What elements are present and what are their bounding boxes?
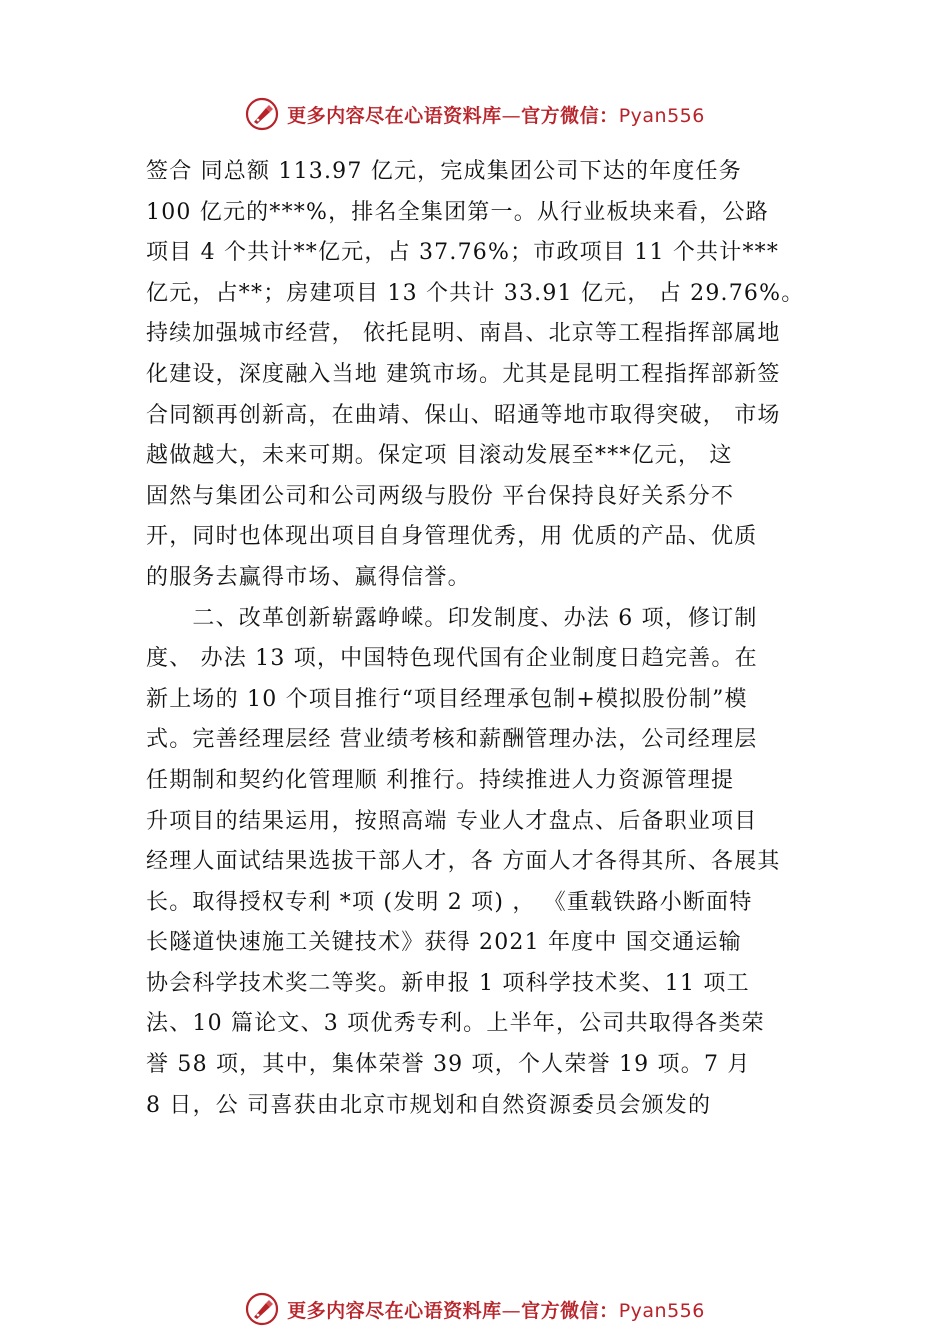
text-line: 任期制和契约化管理顺 利推行。持续推进人力资源管理提 bbox=[146, 767, 735, 793]
text-line: 越做越大，未来可期。保定项 目滚动发展至***亿元， 这 bbox=[146, 443, 733, 469]
text-line: 法、10 篇论文、3 项优秀专利。上半年，公司共取得各类荣 bbox=[146, 1011, 765, 1037]
document-body bbox=[146, 152, 816, 1126]
text-line: 固然与集团公司和公司两级与股份 平台保持良好关系分不 bbox=[146, 483, 735, 509]
header-banner bbox=[0, 94, 950, 134]
text-line: 合同额再创新高，在曲靖、保山、昭通等地市取得突破， 市场 bbox=[146, 402, 781, 428]
text-line: 开，同时也体现出项目自身管理优秀，用 优质的产品、优质 bbox=[146, 524, 758, 550]
pen-nib-logo-icon bbox=[245, 97, 279, 131]
banner-wechat-id: Pyan556 bbox=[618, 104, 705, 127]
banner-title: 更多内容尽在心语资料库 bbox=[287, 104, 502, 127]
banner-text bbox=[287, 101, 705, 128]
text-line: 经理人面试结果选拔干部人才，各 方面人才各得其所、各展其 bbox=[146, 849, 781, 875]
pen-nib-logo-icon bbox=[245, 1292, 279, 1326]
text-line: 100 亿元的***%，排名全集团第一。从行业板块来看，公路 bbox=[146, 199, 769, 225]
text-line: 升项目的结果运用，按照高端 专业人才盘点、后备职业项目 bbox=[146, 808, 758, 834]
banner-wechat-id: Pyan556 bbox=[618, 1299, 705, 1322]
text-line: 新上场的 10 个项目推行“项目经理承包制+模拟股份制”模 bbox=[146, 686, 748, 712]
banner-official-label: 官方微信： bbox=[521, 1299, 619, 1322]
text-line: 二、改革创新崭露峥嵘。印发制度、办法 6 项，修订制 bbox=[146, 605, 758, 631]
text-line: 长。取得授权专利 *项 (发明 2 项) ， 《重载铁路小断面特 bbox=[146, 889, 753, 915]
text-line: 亿元，占**；房建项目 13 个共计 33.91 亿元， 占 29.76%。 bbox=[146, 280, 805, 306]
text-line: 的服务去赢得市场、赢得信誉。 bbox=[146, 564, 471, 590]
text-line: 长隧道快速施工关键技术》获得 2021 年度中 国交通运输 bbox=[146, 930, 742, 956]
footer-banner bbox=[0, 1289, 950, 1329]
banner-title: 更多内容尽在心语资料库 bbox=[287, 1299, 502, 1322]
banner-separator: — bbox=[501, 1299, 522, 1322]
text-line: 项目 4 个共计**亿元，占 37.76%；市政项目 11 个共计*** bbox=[146, 240, 780, 266]
text-line: 持续加强城市经营， 依托昆明、南昌、北京等工程指挥部属地 bbox=[146, 321, 781, 347]
text-line: 化建设，深度融入当地 建筑市场。尤其是昆明工程指挥部新签 bbox=[146, 361, 781, 387]
text-line: 度、 办法 13 项，中国特色现代国有企业制度日趋完善。在 bbox=[146, 646, 758, 672]
banner-official-label: 官方微信： bbox=[521, 104, 619, 127]
text-line: 签合 同总额 113.97 亿元，完成集团公司下达的年度任务 bbox=[146, 159, 742, 184]
text-line: 8 日，公 司喜获由北京市规划和自然资源委员会颁发的 bbox=[146, 1092, 712, 1118]
text-line: 协会科学技术奖二等奖。新申报 1 项科学技术奖、11 项工 bbox=[146, 970, 750, 996]
text-line: 式。完善经理层经 营业绩考核和薪酬管理办法，公司经理层 bbox=[146, 727, 758, 753]
banner-text bbox=[287, 1296, 705, 1323]
banner-separator: — bbox=[501, 104, 522, 127]
text-line: 誉 58 项，其中，集体荣誉 39 项，个人荣誉 19 项。7 月 bbox=[146, 1052, 751, 1078]
